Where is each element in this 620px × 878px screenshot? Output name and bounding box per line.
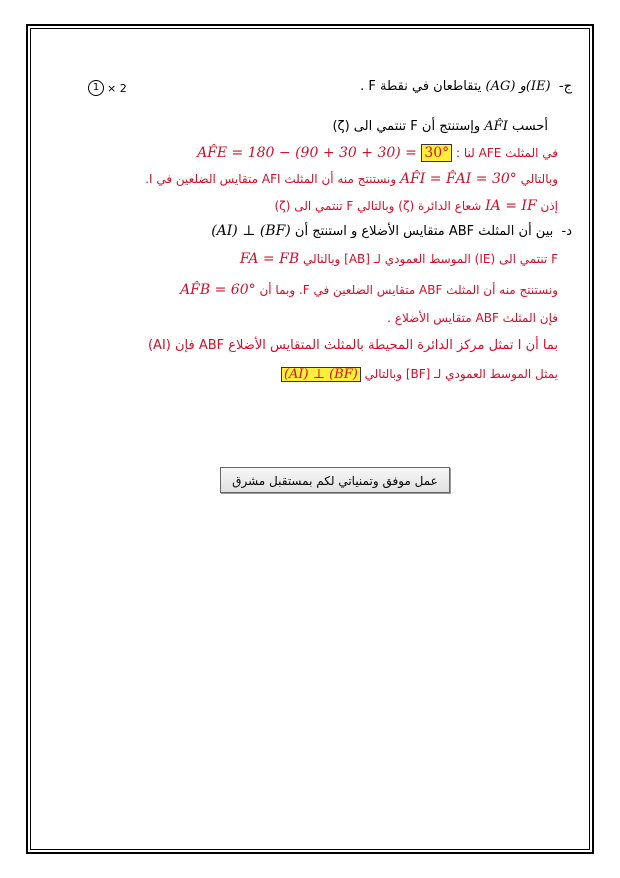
part-c-answer-line-2 (145, 172, 558, 186)
answer-d5-highlight: (AI) ⊥ (BF) (281, 367, 361, 382)
part-c-ask-angle: AF̂I (484, 119, 508, 134)
answer-c2-text-b: ونستنتج منه أن المثلث AFI متقايس الضلعين في I. (145, 172, 397, 186)
part-d-statement: بين أن المثلث ABF متقايس الأضلاع و استنتج أن (294, 224, 554, 239)
part-d-answer-line-4: بما أن I تمثل مركز الدائرة المحيطة بالمثلث المتقايس الأضلاع ABF فإن (AI) (147, 338, 558, 353)
answer-c3-text-a: إذن (540, 199, 558, 213)
closing-message: عمل موفق وتمنياتي لكم بمستقبل مشرق (220, 467, 450, 493)
answer-d1-equation: FA = FB (239, 251, 300, 267)
score-multiplier: × 2 (107, 81, 127, 95)
score-circle: 1 (88, 80, 104, 96)
answer-d5-text: يمثل الموسط العمودي لـ [BF] وبالتالي (364, 367, 558, 381)
part-c-statement: يتقاطعان في نقطة F . (360, 79, 482, 94)
answer-c1-text: في المثلث AFE لنا : (456, 146, 558, 160)
answer-c1-highlight: 30° (421, 144, 452, 162)
answer-c1-equation: AF̂E = 180 − (90 + 30 + 30) = (197, 145, 417, 161)
part-d-answer-line-2 (180, 283, 558, 297)
part-c-ask (332, 120, 548, 133)
part-c-lines: (AG) و(IE) (485, 79, 551, 94)
answer-c2-equation: AF̂I = F̂AI = 30° (399, 171, 517, 187)
part-d-answer-line-3: فإن المثلث ABF متقايس الأضلاع . (387, 311, 558, 325)
part-c-answer-line-3 (274, 199, 558, 213)
answer-c3-equation: IA = IF (485, 198, 537, 214)
answer-d2-text: ونستنتج منه أن المثلث ABF متقايس الضلعين في F. وبما أن (259, 283, 558, 297)
part-d-label: د- (561, 224, 572, 239)
part-c-ask-verb: أحسب (511, 119, 548, 134)
answer-c3-text-b: شعاع الدائرة (ζ) وبالتالي F تنتمي الى (ζ) (274, 199, 482, 213)
part-d-answer-line-1 (240, 252, 558, 266)
answer-c2-text-a: وبالتالي (520, 172, 558, 186)
part-d-answer-line-5 (281, 367, 558, 382)
part-c-ask-text: وإستنتج أن F تنتمي الى (ζ) (332, 119, 481, 134)
part-c-question (360, 80, 572, 93)
part-d-question (211, 224, 572, 238)
answer-d1-text: F تنتمي الى (IE) الموسط العمودي لـ [AB] وبالتالي (302, 252, 558, 266)
score-badge (88, 80, 127, 96)
answer-d2-equation: AF̂B = 60° (180, 282, 256, 298)
part-d-perpendicular: (AI) ⊥ (BF) (211, 223, 291, 239)
part-c-label: ج- (558, 79, 572, 94)
part-c-answer-line-1 (197, 146, 558, 160)
